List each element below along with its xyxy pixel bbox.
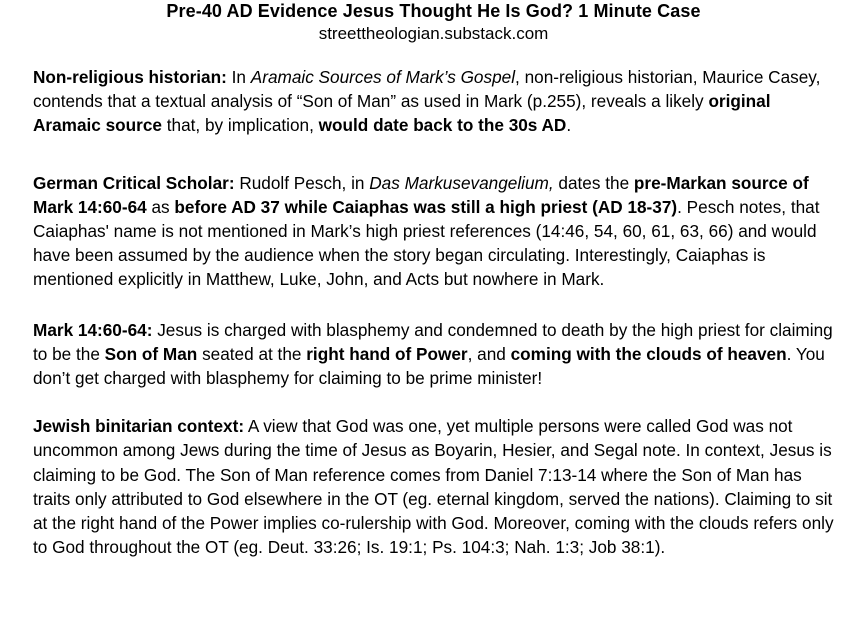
paragraph-heading: Non-religious historian [33,67,222,87]
emphasis: pre-Markan source of Mark 14:60-64 [33,172,809,217]
text-run: that, by implication, [161,115,319,136]
book-title: Aramaic Sources of Mark’s Gospel [250,67,516,87]
paragraph-german-critical-scholar [33,171,834,292]
heading-colon: : [221,67,227,87]
paragraph-heading: German Critical Scholar: [33,172,235,193]
text-run: dates the [553,172,634,193]
text-run: A view that God was one, yet multiple persons were called God was not uncommon among Jews during the time of Jesus as Boyarin, Hesier, and Segal note. In context, Jesus is claiming to be God. The Son of Man reference comes from Daniel 7:13-14 where the Son of Man has traits only attributed to God elsewhere in the OT (eg. eternal kingdom, served the nations). Claiming to sit at the right hand of the Power implies co-rulership with God. Moreover, coming with the clouds refers only to God throughout the OT (eg. Deut. 33:26; Is. 19:1; Ps. 104:3; Nah. 1:3; Job 38:1). [33,416,834,558]
source-url: streettheologian.substack.com [318,24,549,43]
page-title: Pre-40 AD Evidence Jesus Thought He Is God? 1 Minute Case [166,1,701,21]
book-title: Das Markusevangelium, [369,172,554,193]
text-run: Jesus is charged with blasphemy and condemned to death by the high priest for claiming to be the [33,319,833,364]
emphasis: Son of Man [104,343,198,364]
text-run: . Pesch notes, that Caiaphas' name is not mentioned in Mark’s high priest references (14:46, 54, 60, 61, 63, 66) and would have been assumed by the audience when the story began circulating. Interestingly, Caiaphas is mentioned explicitly in Matthew, Luke, John, and Acts but nowhere in Mark. [33,196,820,290]
text-run: as [146,196,175,217]
text-run: , non-religious historian, Maurice Casey, contends that a textual analysis of “Son of Man” as used in Mark (p.255), reveals a likely [33,67,821,112]
paragraph-non-religious-historian [33,65,834,138]
text-run: In [226,67,251,87]
text-run: seated at the [197,343,307,364]
text-run: Rudolf Pesch, in [234,172,370,193]
text-run: . [566,115,572,136]
emphasis: would date back to the 30s AD [318,115,567,136]
emphasis: original Aramaic source [33,91,771,136]
paragraph-heading: Mark 14:60-64: [33,319,153,340]
paragraph-jewish-binitarian-context [33,414,834,559]
paragraph-mark-14-60-64 [33,318,834,391]
paragraph-heading: Jewish binitarian context: [33,416,245,437]
text-run: . You don’t get charged with blasphemy for claiming to be prime minister! [33,343,825,389]
emphasis: right hand of Power [306,343,468,364]
emphasis: before AD 37 while Caiaphas was still a high priest (AD 18-37) [174,196,678,217]
emphasis: coming with the clouds of heaven [510,343,787,364]
text-run: , and [467,343,511,364]
